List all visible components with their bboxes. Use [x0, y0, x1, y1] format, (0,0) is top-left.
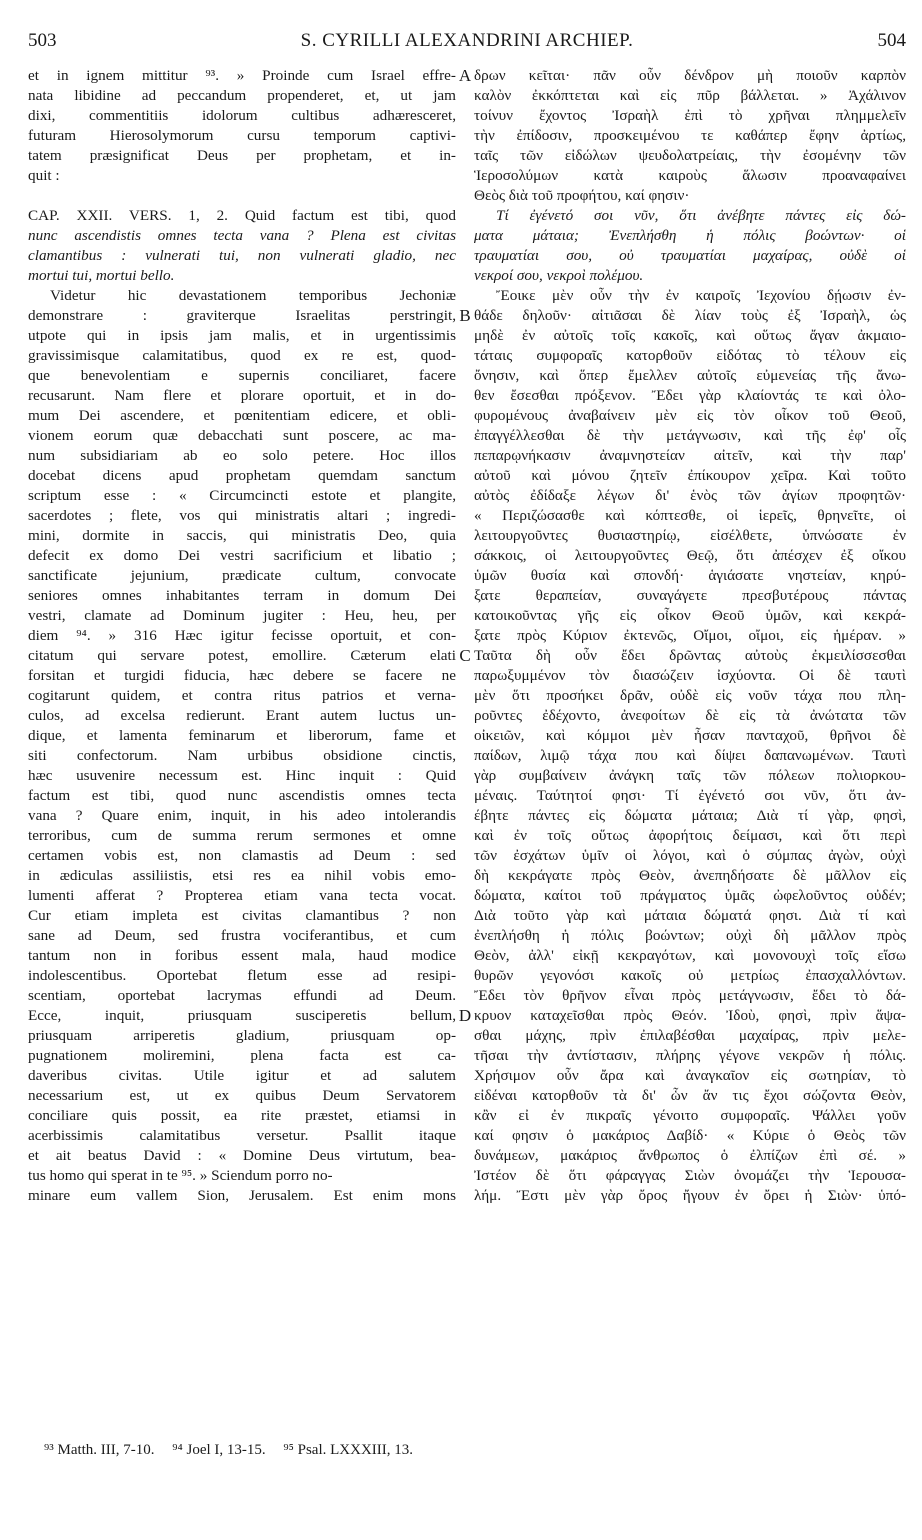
text-line: ξατε θεραπείαν, συναγάγετε πρεσβυτέρους πάντας	[474, 587, 906, 604]
text-line: quit :	[28, 167, 60, 184]
text-line: αὐτοῦ καὶ μόνου ζητεῖν ἐπίκουρον χεῖρα. Καὶ τοῦτο	[474, 467, 906, 484]
footnotes	[44, 1442, 427, 1459]
text-line: τάταις συμφοραῖς κατορθοῦν εἰδότας τὸ τέλουν εἰς	[474, 347, 906, 364]
text-line: κατοικοῦντας γῆς εἰς οἶκον Θεοῦ ὑμῶν, καὶ κεκρά-	[474, 607, 906, 624]
text-line: forsitan et turgidi fiducia, hæc debere se facere ne	[28, 667, 456, 684]
text-line: σάκκοις, οἱ λειτουργοῦντες Θεῷ, ὅτι ἀπέσχεν ἐξ οἴκου	[474, 547, 906, 564]
text-line: ροῦντες ἐδέχοντο, ἀνεφοίτων δὲ εἰς τὰ ἀνώτατα τῶν	[474, 707, 906, 724]
text-line: vestri, clamate ad Dominum jugiter : Heu, heu, per	[28, 607, 456, 624]
text-line: αὐτὸς ἐδίδαξε λέγων δι' ἑνὸς τῶν ἁγίων προφητῶν·	[474, 487, 906, 504]
text-line: pugnationem moliremini, plena facta est ca-	[28, 1047, 456, 1064]
text-line: μηδὲ ἐν αὐτοῖς τοῖς κακοῖς, καὶ οὕτως ἄγαν ἀκμαιο-	[474, 327, 906, 344]
text-line: θάδε δηλοῦν· αἰτιᾶσαι δὲ λίαν τοὺς ἐξ Ἰσραὴλ, ὡς	[474, 307, 906, 324]
text-line: τραυματίαι σου, οὐ τραυματίαι μαχαίρας, οὐδὲ οἱ	[474, 247, 906, 264]
text-line: φυρομένους ἀναβαίνειν μὲν εἰς τὸν οἶκον τοῦ Θεοῦ,	[474, 407, 906, 424]
text-line: nunc ascendistis omnes tecta vana ? Plena est civitas	[28, 227, 456, 244]
text-line: vana ? Quare enim, inquit, in his adeo intolerandis	[28, 807, 456, 824]
text-line: παίδων, λιμῷ τάχα που καὶ δίψει δαπανωμένων. Ταυτὶ	[474, 747, 906, 764]
text-line: sanctificate jejunium, prædicate cultum, convocate	[28, 567, 456, 584]
text-line: τῶν ἐσχάτων ὑμῖν οἱ λόγοι, καὶ ὁ σύμπας ἀγὼν, οὐχὶ	[474, 847, 906, 864]
text-line: clamantibus : vulnerati tui, non vulnerati gladio, nec	[28, 247, 456, 264]
text-line: acerbissimis calamitatibus versetur. Psallit itaque	[28, 1127, 456, 1144]
text-line: que benevolentiam e supernis conciliaret, facere	[28, 367, 456, 384]
footnote: ⁹⁴ Joel I, 13-15.	[172, 1442, 266, 1458]
text-line: κἂν εἰ ἐν πικραῖς γένοιτο συμφοραῖς. Ψάλλει γοῦν	[474, 1107, 906, 1124]
text-line: Τί ἐγένετό σοι νῦν, ὅτι ἀνέβητε πάντες εἰς δώ-	[496, 207, 906, 224]
text-line: εἰδέναι κατορθοῦν τὰ δι' ὧν ἄν τις ἔχοι σώζοντα Θεὸν,	[474, 1087, 906, 1104]
footnote: ⁹⁵ Psal. LXXXIII, 13.	[283, 1442, 414, 1458]
text-line: sacerdotes ; flete, vos qui ministratis altari ; ingredi-	[28, 507, 456, 524]
text-line: mum Dei ascendere, et pœnitentiam edicere, et obli-	[28, 407, 456, 424]
footnote: ⁹³ Matth. III, 7-10.	[44, 1442, 155, 1458]
margin-letter-d: D	[458, 1006, 472, 1025]
text-line: docebat dicens apud prophetam quemdam sanctum	[28, 467, 456, 484]
text-line: priusquam arriperetis gladium, priusquam op-	[28, 1027, 456, 1044]
text-line: utpote qui in ipsis jam malis, et in urgentissimis	[28, 327, 456, 344]
page-number-right: 504	[877, 30, 906, 51]
page-header	[28, 30, 906, 56]
text-line: πεπαρῳνήκασιν ἀναμνηστείαν αἰτεῖν, καὶ τὴν παρ'	[474, 447, 906, 464]
text-line: scriptum esse : « Circumcincti estote et plangite,	[28, 487, 456, 504]
text-line: Videtur hic devastationem temporibus Jechoniæ	[50, 287, 456, 304]
text-line: culos, ad excelsa redierunt. Erant autem luctus un-	[28, 707, 456, 724]
text-line: ἐνεπλήσθη ἡ πόλις βοώντων; οὐχὶ δὴ μᾶλλον πρὸς	[474, 927, 906, 944]
text-line: « Περιζώσασθε καὶ κόπτεσθε, οἱ ἱερεῖς, θρηνεῖτε, οἱ	[474, 507, 906, 524]
text-line: Ἔοικε μὲν οὖν τὴν ἐν καιροῖς Ἰεχονίου δῄωσιν ἐν-	[496, 287, 906, 304]
text-line: Ἔδει τὸν θρῆνον εἶναι πρὸς μετάγνωσιν, ἔδει τὸ δά-	[474, 987, 906, 1004]
text-line: καί φησιν ὁ μακάριος Δαβίδ· « Κύριε ὁ Θεὸς τῶν	[474, 1127, 906, 1144]
text-line: θεν ἔσεσθαι πρόξενον. Ἔδει γὰρ κλαίοντάς τε καὶ ὀλο-	[474, 387, 906, 404]
text-line: vionem eorum quæ debacchati sunt poscere, ac ma-	[28, 427, 456, 444]
text-line: hæc usuvenire necessum est. Hinc inquit : Quid	[28, 767, 456, 784]
text-line: mortui tui, mortui bello.	[28, 267, 175, 284]
margin-letter-a: A	[458, 66, 472, 85]
text-line: έβητε πάντες εἰς δώματα μάταια; Διὰ τί γὰρ, φησὶ,	[474, 807, 906, 824]
text-line: ματα μάταια; Ἐνεπλήσθη ἡ πόλις βοώντων· οἱ	[474, 227, 906, 244]
margin-letter-b: B	[459, 306, 471, 325]
text-line: δυνάμεων, μακάριος ἄνθρωπος ὁ ἐλπίζων ἐπὶ σέ. »	[474, 1147, 906, 1164]
text-line: indolescentibus. Oportebat fletum esse ad resipi-	[28, 967, 456, 984]
text-line: conciliare quis possit, ea rite præstet, etiamsi in	[28, 1107, 456, 1124]
text-line: μέναις. Ταύτητοί φησι· Τί ἐγένετό σοι νῦν, ὅτι ἀν-	[474, 787, 906, 804]
text-line: gravissimisque calamitatibus, quod ex re est, quod-	[28, 347, 456, 364]
text-line: dixi, commentitiis idolorum cultibus adhæresceret,	[28, 107, 456, 124]
text-line: Ecce, inquit, priusquam susciperetis bellum,	[28, 1007, 456, 1024]
text-line: nata libidine ad peccandum propenderet, et, ut jam	[28, 87, 456, 104]
latin-column	[28, 66, 456, 1206]
text-line: Θεὸς διὰ τοῦ προφήτου, καί φησιν·	[474, 187, 690, 204]
text-line: ἐπαγγέλλεσθαι δὲ τὴν μετάγνωσιν, καὶ τῆς ἐφ' οἷς	[474, 427, 906, 444]
text-line: καλὸν ἐκκόπτεται καὶ εἰς πῦρ βάλλεται. » Ἀχάλινον	[474, 87, 906, 104]
text-line: δὴ κεκράγατε πρὸς Θεὸν, ἀνεπηδήσατε δὲ μᾶλλον εἰς	[474, 867, 906, 884]
text-line: σθαι μάχης, πρὶν ἐπιλαβέσθαι μαχαίρας, πρὶν μελε-	[474, 1027, 906, 1044]
text-line: tatem præsignificat Deus per prophetam, et in-	[28, 147, 456, 164]
text-line: lumenti afferat ? Propterea etiam vana tecta vocat.	[28, 887, 456, 904]
text-line: et in ignem mittitur ⁹³. » Proinde cum Israel effre-	[28, 67, 456, 84]
text-line: factum est tibi, quod nunc ascendistis omnes tecta	[28, 787, 456, 804]
text-line: μὲν ὅτι προσήκει δρᾶν, οὐδὲ εἰς νοῦν τάχα που πλη-	[474, 687, 906, 704]
text-line: παρωξυμμένον τὸν διασώζειν ἰσχύοντα. Οἱ δὲ ταυτὶ	[474, 667, 906, 684]
text-line: sane ad Deum, sed frustra vociferantibus, et cum	[28, 927, 456, 944]
text-line	[28, 186, 456, 206]
text-line: Ἰστέον δὲ ὅτι φάραγγας Σιὼν ὀνομάζει τὴν Ἱερουσα-	[474, 1167, 906, 1184]
text-line: scentiam, oportebat lacrymas effundi ad Deum.	[28, 987, 456, 1004]
text-line: num subsidiariam ab eo solo petere. Hoc illos	[28, 447, 456, 464]
text-line: defecit ex domo Dei vestri sacrificium et libatio ;	[28, 547, 456, 564]
text-line: tantum non in foribus essent mala, haud modice	[28, 947, 456, 964]
text-line: siti confectorum. Nam urbibus obsidione cinctis,	[28, 747, 456, 764]
text-line: Ταῦτα δὴ οὖν ἔδει δρῶντας αὐτοὺς ἐκμειλίσσεσθαι	[474, 647, 906, 664]
text-line: λειτουργοῦντες θυσιαστηρίῳ, εἰσέλθετε, ὑπνώσατε ἐν	[474, 527, 906, 544]
text-line: οἰκειῶν, καὶ κόμμοι μὲν ἦσαν πανταχοῦ, θρῆνοι δὲ	[474, 727, 906, 744]
text-line: necessarium est, ut ex quibus Deum Servatorem	[28, 1087, 456, 1104]
text-line: ταῖς τῶν εἰδώλων ψευδολατρείαις, τὴν ἐσομένην τῶν	[474, 147, 906, 164]
text-line: τὴν ἐπίδοσιν, προσκειμένου τε καθάπερ ἔφην ἀρτίως,	[474, 127, 906, 144]
text-line: ξατε πρὸς Κύριον ἐκτενῶς, Οἴμοι, οἴμοι, εἰς ἡμέραν. »	[474, 627, 906, 644]
text-line: καὶ ἐν τοῖς οὕτως ἀφορήτοις δείμασι, καὶ ὅτι περὶ	[474, 827, 906, 844]
text-line: daveribus civitas. Utile igitur et ad salutem	[28, 1067, 456, 1084]
margin-letter-c: C	[459, 646, 471, 665]
page-number-left: 503	[28, 30, 57, 51]
text-line: γὰρ συμβαίνειν ἀνάγκη ταῖς τῶν πόλεων πολιορκου-	[474, 767, 906, 784]
text-line: τοίνυν ἔχοντος Ἰσραὴλ ἐπὶ τὸ χρῆναι πλημμελεῖν	[474, 107, 906, 124]
text-line: in ædiculas assiliistis, etsi res ea nihil vobis emo-	[28, 867, 456, 884]
text-line: δρων κεῖται· πᾶν οὖν δένδρον μὴ ποιοῦν καρπὸν	[474, 67, 906, 84]
text-line: minare eum vallem Sion, Jerusalem. Est enim mons	[28, 1187, 456, 1204]
text-line: dique, et lamenta feminarum et liberorum, fame et	[28, 727, 456, 744]
text-line: δώματα, καίτοι τοῦ πράγματος ὑμᾶς ὠφελοῦντος οὐδέν;	[474, 887, 906, 904]
text-line: diem ⁹⁴. » 316 Hæc igitur fecisse oportuit, et con-	[28, 627, 456, 644]
text-line: Cur etiam impleta est civitas clamantibus ? non	[28, 907, 456, 924]
text-line: tus homo qui sperat in te ⁹⁵. » Sciendum porro no-	[28, 1167, 333, 1184]
text-line: terroribus, cum de summa rerum sermones et omne	[28, 827, 456, 844]
text-line: et ait beatus David : « Domine Deus virtutum, bea-	[28, 1147, 456, 1164]
text-line: τῆσαι τὴν ἀντίστασιν, πλήρης γέγονε νεκρῶν ἡ πόλις.	[474, 1047, 906, 1064]
text-line: θυρῶν γεγονόσι κακοῖς οὐ μετρίως ἐπασχαλλόντων.	[474, 967, 906, 984]
greek-column	[474, 66, 906, 1206]
running-title: S. CYRILLI ALEXANDRINI ARCHIEP.	[300, 30, 634, 51]
text-line: demonstrare : graviterque Israelitas perstringit,	[28, 307, 456, 324]
text-line: Διὰ τοῦτο γὰρ καὶ μάταια δώματά φησι. Διὰ τί καὶ	[474, 907, 906, 924]
text-line: seniores omnes inhabitantes terram in domum Dei	[28, 587, 456, 604]
text-line: Ἱεροσολύμων κατὰ καιροὺς ἅλωσιν προαναφαίνει	[474, 167, 906, 184]
text-line: certamen vobis est, non clamastis ad Deum : sed	[28, 847, 456, 864]
text-line: recusarunt. Nam flere et plorare oportuit, et in do-	[28, 387, 456, 404]
text-line: CAP. XXII. VERS. 1, 2. Quid factum est tibi, quod	[28, 207, 456, 224]
text-line: ὄνησιν, καὶ ὅπερ ἔμελλεν αὐτοῖς εὐμενείας τῆς ἄνω-	[474, 367, 906, 384]
text-line: Χρήσιμον οὖν ἄρα καὶ ἀναγκαῖον εἰς σωτηρίαν, τὸ	[474, 1067, 906, 1084]
text-line: λήμ. Ἔστι μὲν γὰρ ὄρος ἤγουν ἐν ὄρει ἡ Σιὼν· ὑπό-	[474, 1187, 906, 1204]
text-line: Θεὸν, ἀλλ' εἰκῇ κεκραγότων, καὶ μονονουχὶ τοῖς εἴσω	[474, 947, 906, 964]
text-line: κρυον καταχεῖσθαι πρὸς Θεόν. Ἰδοὺ, φησὶ, πρὶν ἅψα-	[474, 1007, 906, 1024]
text-line: mini, dormite in saccis, qui ministratis Deo, quia	[28, 527, 456, 544]
text-line: νεκροί σου, νεκροὶ πολέμου.	[474, 267, 644, 284]
text-line: cogitarunt quidem, et contra ritus patrios et verna-	[28, 687, 456, 704]
text-line: citatum qui servare potest, emollire. Cæterum elati	[28, 647, 456, 664]
text-line: ὑμῶν θυσία καὶ σπονδή· ἁγιάσατε νηστείαν, κηρύ-	[474, 567, 906, 584]
text-line: futuram Hierosolymorum cursu temporum captivi-	[28, 127, 456, 144]
